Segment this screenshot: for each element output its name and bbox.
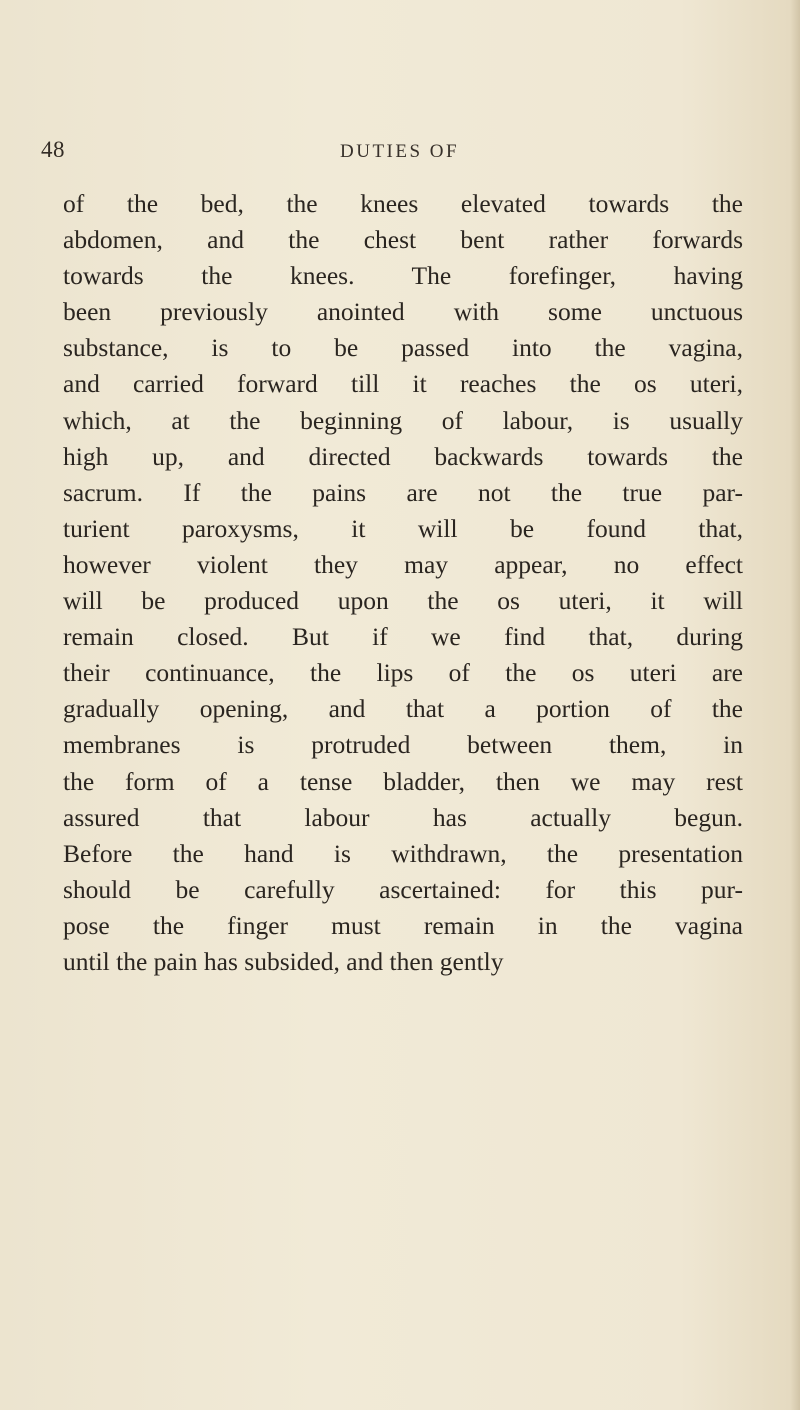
text-line: assured that labour has actually begun. [63, 802, 743, 832]
running-head: DUTIES OF [340, 141, 460, 162]
text-line: should be carefully ascertained: for this pur- [63, 874, 743, 904]
page-number: 48 [41, 137, 65, 162]
text-line: will be produced upon the os uteri, it will [63, 586, 743, 616]
text-line: their continuance, the lips of the os uteri are [63, 658, 743, 688]
page-header [41, 137, 561, 171]
text-line: until the pain has subsided, and then gently [63, 946, 504, 976]
page-edge-shadow [790, 0, 800, 1410]
text-line: high up, and directed backwards towards the [63, 441, 743, 471]
text-line: of the bed, the knees elevated towards the [63, 189, 743, 218]
text-line: abdomen, and the chest bent rather forwards [63, 225, 743, 255]
text-line: sacrum. If the pains are not the true par- [63, 477, 743, 507]
text-line: pose the finger must remain in the vagina [63, 910, 743, 940]
text-line: membranes is protruded between them, in [63, 730, 743, 760]
text-line: however violent they may appear, no effect [63, 549, 743, 579]
text-line: gradually opening, and that a portion of the [63, 694, 743, 724]
text-line: Before the hand is withdrawn, the presentation [63, 838, 743, 868]
text-line: turient paroxysms, it will be found that, [63, 513, 743, 543]
text-line: substance, is to be passed into the vagina, [63, 333, 743, 363]
text-line: and carried forward till it reaches the os uteri, [63, 369, 743, 399]
text-line: which, at the beginning of labour, is usually [63, 405, 743, 435]
text-line: the form of a tense bladder, then we may rest [63, 766, 743, 796]
body-text [63, 186, 743, 980]
text-line: remain closed. But if we find that, during [63, 622, 743, 652]
text-line: towards the knees. The forefinger, having [63, 261, 743, 291]
text-line: been previously anointed with some unctuous [63, 297, 743, 327]
